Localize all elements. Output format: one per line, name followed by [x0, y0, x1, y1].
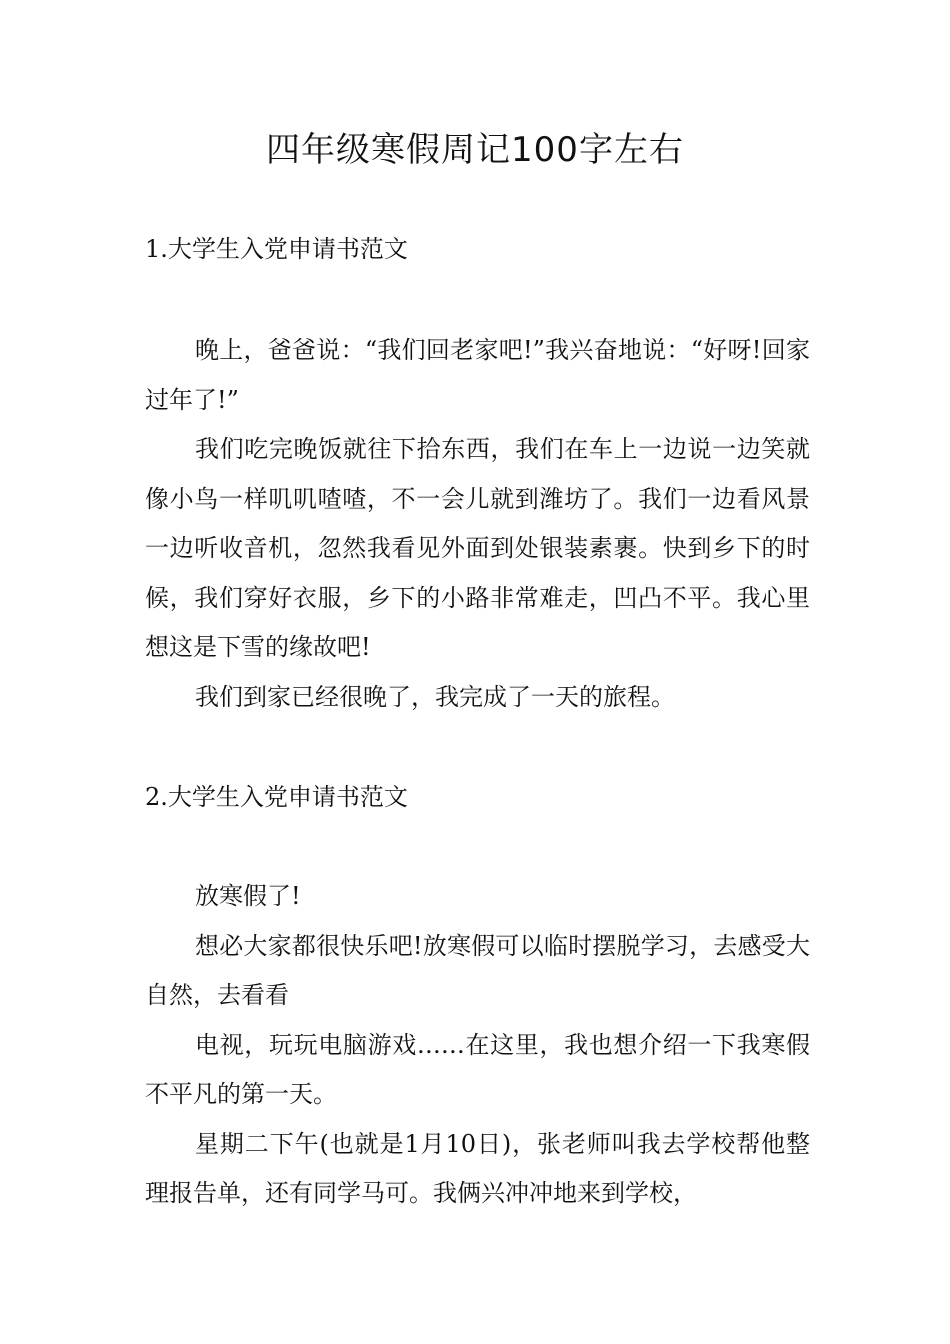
section-body-2 — [145, 872, 810, 1219]
paragraph: 放寒假了! — [195, 882, 301, 910]
section-body-1 — [145, 326, 810, 722]
paragraph: 电视，玩玩电脑游戏……在这里，我也想介绍一下我寒假不平凡的第一天。 — [145, 1030, 810, 1108]
paragraph: 想必大家都很快乐吧!放寒假可以临时摆脱学习，去感受大自然，去看看 — [145, 931, 810, 1009]
section-heading-2: 2.大学生入党申请书范文 — [145, 783, 408, 811]
section-heading-1: 1.大学生入党申请书范文 — [145, 235, 408, 263]
document-title: 四年级寒假周记100字左右 — [266, 130, 684, 170]
paragraph: 晚上，爸爸说：“我们回老家吧!”我兴奋地说：“好呀!回家过年了!” — [145, 336, 810, 414]
paragraph: 星期二下午(也就是1月10日)，张老师叫我去学校帮他整理报告单，还有同学马可。我俩兴冲冲地来到学校， — [145, 1129, 810, 1207]
paragraph: 我们吃完晚饭就往下拾东西，我们在车上一边说一边笑就像小鸟一样叽叽喳喳，不一会儿就到潍坊了。我们一边看风景一边听收音机，忽然我看见外面到处银装素裹。快到乡下的时候，我们穿好衣服，乡下的小路非常难走，凹凸不平。我心里想这是下雪的缘故吧! — [145, 435, 810, 661]
paragraph: 我们到家已经很晚了，我完成了一天的旅程。 — [195, 682, 675, 711]
